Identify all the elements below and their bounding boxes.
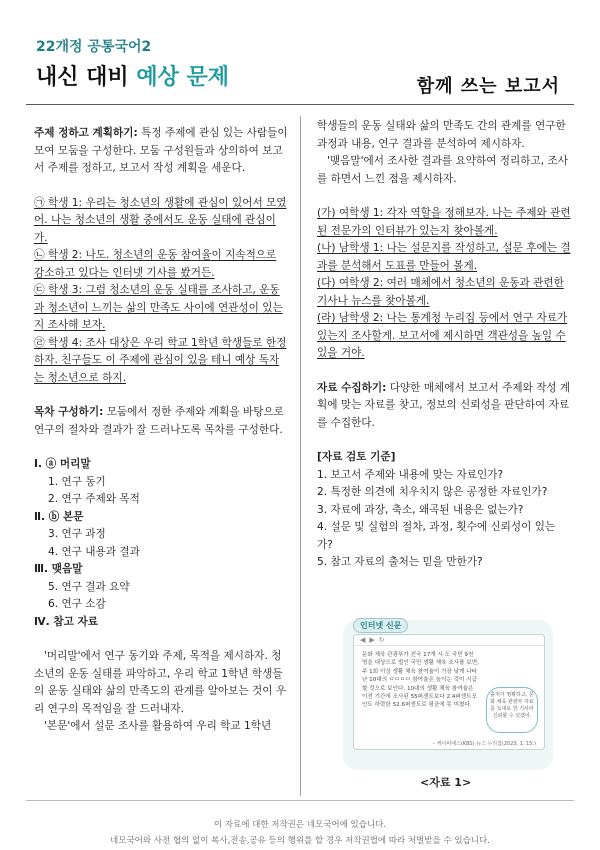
criteria-item: 2. 특정한 의견에 치우치지 않은 공정한 자료인가?: [317, 486, 548, 498]
student-line-1: ㉠ 학생 1: 우리는 청소년의 생활에 관심이 있어서 모였어. 나는 청소년의 생활 중에서도 운동 실태에 관심이 가.: [34, 196, 287, 244]
browser-bar: [354, 635, 544, 646]
role-line-ra: (라) 남학생 2: 나는 통계청 누리집 등에서 연구 자료가 있는지 조사할게. 보고서에 제시하면 객관성을 높일 수 있을 거야.: [317, 312, 568, 359]
criteria-item: 5. 참고 자료의 출처는 믿을 만한가?: [317, 556, 483, 568]
role-line-na: (나) 남학생 1: 나는 설문지를 작성하고, 설문 후에는 결과를 분석해서 도표를 만들어 볼게.: [317, 242, 571, 272]
copyright-warning: 네모국어와 사전 협의 없이 복사,전송,공유 등의 행위를 할 경우 저작권법에 따라 처벌받을 수 있습니다.: [110, 836, 490, 846]
toc-label: 목차 구성하기:: [34, 406, 104, 418]
title-accent: 예상 문제: [136, 65, 229, 90]
course-subtitle: 22개정 공통국어2: [36, 39, 152, 55]
criteria-item: 1. 보고서 주제와 내용에 맞는 자료인가?: [317, 468, 504, 481]
footer-divider: [26, 800, 574, 801]
outline-item: 1. 연구 동기: [48, 475, 106, 488]
news-tag: 인터넷 신문: [353, 618, 408, 633]
outline-item: 5. 연구 결과 요약: [48, 580, 130, 593]
outline-item: 2. 연구 주제와 목적: [48, 493, 140, 505]
outline-item: Ⅲ. 맺음말: [34, 563, 83, 575]
header-divider: [26, 104, 574, 105]
student-line-3: ㉢ 학생 3: 그럼 청소년의 운동 실태를 조사하고, 운동과 청소년이 느끼는 삶의 만족도 사이에 연관성이 있는지 조사해 보자.: [34, 284, 283, 331]
collect-text: 다양한 매체에서 보고서 주제와 작성 계획에 맞는 자료를 찾고, 정보의 신뢰성을 판단하여 자료를 수집한다.: [317, 381, 571, 429]
criteria-item: 4. 설문 및 실험의 절차, 과정, 횟수에 신뢰성이 있는가?: [317, 521, 556, 551]
outline-item: 6. 연구 소감: [48, 598, 106, 610]
body-paragraph-intro: '머리말'에서 연구 동기와 주제, 목적을 제시하자. 청소년의 운동 실태를 파악하고, 우리 학교 1학년 학생들의 운동 실태와 삶의 만족도의 관계를 알아보는 것이 우리 연구의 목적임을 잘 드러내자.: [34, 650, 287, 715]
forward-icon: ▶: [369, 636, 375, 644]
collect-label: 자료 수집하기:: [317, 381, 387, 394]
role-line-da: (다) 여학생 2: 여러 매체에서 청소년의 운동과 관련한 기사나 뉴스를 찾아볼게.: [317, 277, 564, 307]
outline-item: 4. 연구 내용과 결과: [48, 545, 140, 558]
page-title: [36, 60, 229, 91]
collect-paragraph: [317, 380, 571, 433]
outline-item: Ⅰ. ⓐ 머리말: [34, 458, 91, 470]
news-source: – 케이비에스(KBS) 뉴스 누리집(2023. 1. 15.): [432, 741, 536, 747]
column-divider: [300, 116, 301, 796]
criteria-title: [자료 검토 기준]: [317, 451, 396, 463]
speech-bubble: 출처가 명확하고, 문화 체육 관광부 자료를 토대로 한 기사라 신뢰할 수 있겠어.: [486, 687, 538, 733]
news-figure: [343, 620, 553, 770]
left-column: [34, 125, 288, 736]
refresh-icon: ↻: [378, 636, 385, 644]
criteria-item: 3. 자료에 과장, 축소, 왜곡된 내용은 없는가?: [317, 503, 524, 516]
toc-paragraph: [34, 404, 288, 439]
plan-label: 주제 정하고 계획하기:: [34, 127, 138, 139]
copyright-line: 이 자료에 대한 저작권은 네모국어에 있습니다.: [213, 820, 387, 830]
outline-list: [34, 456, 288, 631]
back-icon: ◀: [360, 636, 366, 644]
news-article-text: 문화 체육 관광부가 전국 17개 시·도 국민 9천 명을 대상으로 벌인 국민 생활 체육 조사를 보면, 주 1회 이상 생활 체육 참여율이 가장 낮게 나타난 10대의 ㅁㅁㅁㅁ 참여율은 높이는 것이 시급할 것으로 보인다. 10대의 생활 체육 참여율은 이전 기간에 조사된 55퍼센트보다 2.4퍼센트포인트 하락한 52.6퍼센트로 평균에 못 미쳤다.: [362, 652, 479, 709]
body-paragraph-main: '본문'에서 설문 조사를 활용하여 우리 학교 1학년: [44, 720, 272, 732]
outline-item: Ⅱ. ⓑ 본문: [34, 510, 84, 523]
role-line-ga: (가) 여학생 1: 각자 역할을 정해보자. 나는 주제와 관련된 전문가의 인터뷰가 있는지 찾아볼게.: [317, 207, 571, 237]
body-paragraph-cont: 학생들의 운동 실태와 삶의 만족도 간의 관계를 연구한 과정과 내용, 연구 결과를 분석하여 제시하자.: [317, 120, 566, 150]
toc-text: 모둠에서 정한 주제와 계획을 바탕으로 연구의 절차와 결과가 잘 드러나도록 목차를 구성한다.: [34, 406, 284, 436]
plan-text: 특정 주제에 관심 있는 사람들이 모여 모둠을 구성한다. 모둠 구성원들과 상의하여 보고서 주제를 정하고, 보고서 작성 계획을 세운다.: [34, 127, 288, 174]
right-column: [317, 118, 571, 572]
unit-topic: 함께 쓰는 보고서: [416, 76, 560, 97]
title-plain: 내신 대비: [36, 65, 137, 90]
body-paragraph-conclusion: '맺음말'에서 조사한 결과를 요약하여 정리하고, 조사를 하면서 느낀 점을 제시하자.: [317, 155, 568, 185]
news-window: [353, 634, 545, 750]
student-line-2: ㉡ 학생 2: 나도. 청소년의 운동 참여율이 지속적으로 감소하고 있다는 인터넷 기사를 봤거든.: [34, 249, 277, 279]
student-line-4: ㉣ 학생 4: 조사 대상은 우리 학교 1학년 학생들로 한정하자. 친구들도 이 주제에 관심이 있을 테니 예상 독자는 청소년으로 하지.: [34, 336, 287, 384]
plan-paragraph: [34, 125, 288, 178]
page-header: [0, 0, 600, 112]
figure-caption: <자료 1>: [420, 776, 472, 789]
outline-item: Ⅳ. 참고 자료: [34, 615, 98, 628]
outline-item: 3. 연구 과정: [48, 528, 106, 540]
